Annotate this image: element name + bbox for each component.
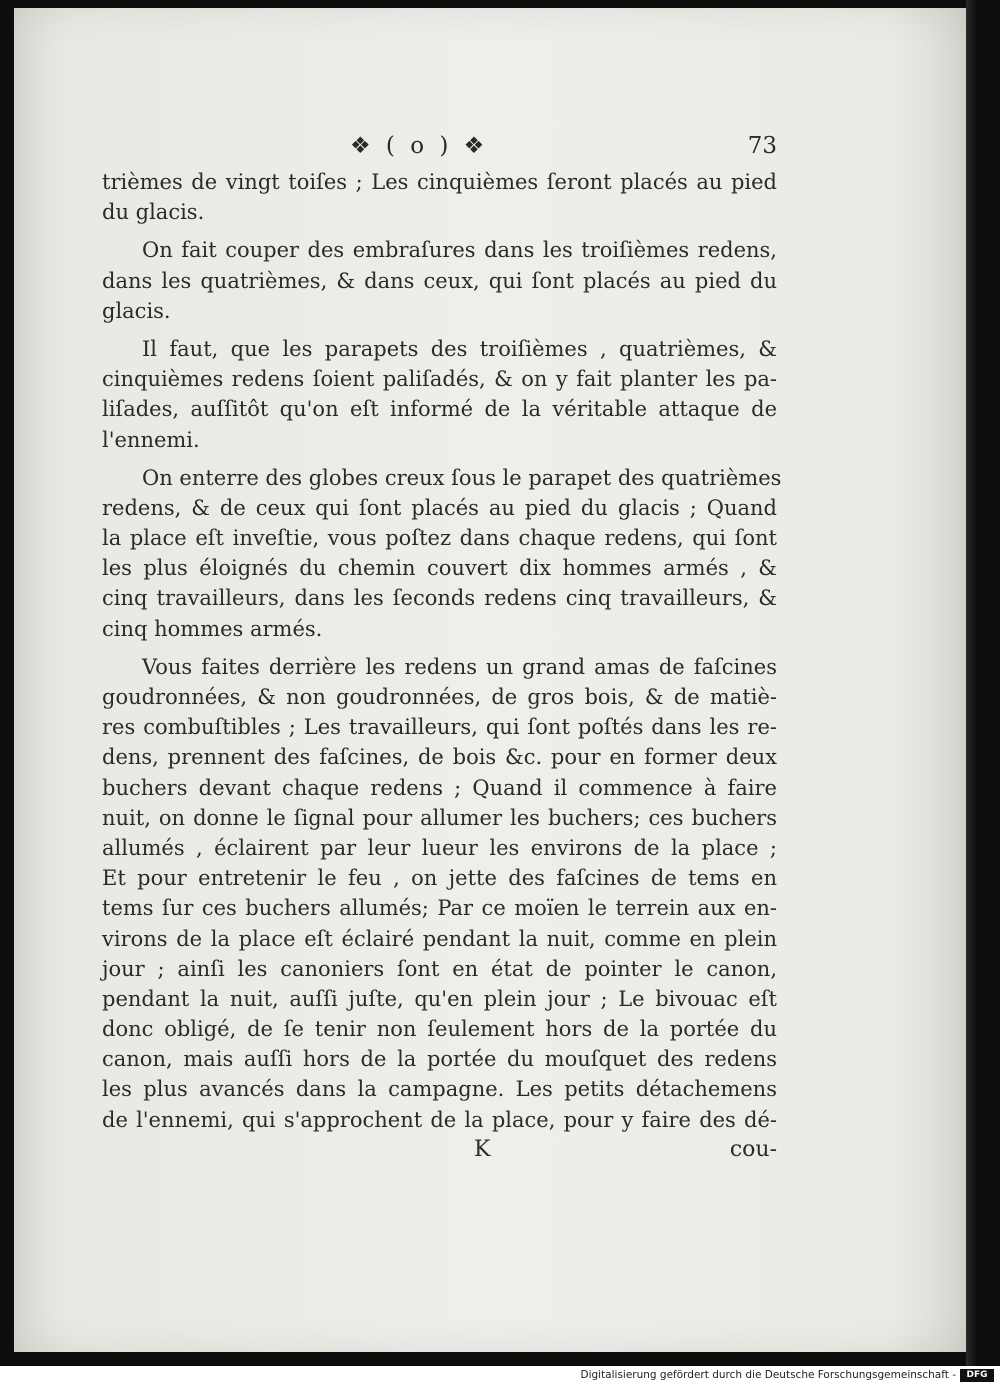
text-line: la place eſt inveſtie, vous poſtez dans chaque redens, qui ſont bbox=[102, 526, 777, 551]
text-line: cinq travailleurs, dans les ſeconds redens cinq travailleurs, & bbox=[102, 586, 777, 611]
text-line: redens, & de ceux qui ſont placés au pied du glacis ; Quand bbox=[102, 495, 777, 520]
text-line: pendant la nuit, auſſi juſte, qu'en plein jour ; Le bivouac eſt bbox=[102, 986, 777, 1011]
paragraph-gap bbox=[102, 326, 777, 334]
text-line: Et pour entretenir le feu , on jette des faſcines de tems en bbox=[102, 866, 777, 891]
text-line: les plus éloignés du chemin couvert dix hommes armés , & bbox=[102, 556, 777, 581]
page-number: 73 bbox=[747, 133, 777, 159]
text-line: virons de la place eſt éclairé pendant la nuit, comme en plein bbox=[102, 926, 777, 951]
paragraph-gap bbox=[102, 455, 777, 463]
paragraph bbox=[102, 652, 777, 1135]
digitization-credit-bar bbox=[0, 1366, 1000, 1386]
text-line: les plus avancés dans la campagne. Les petits détachemens bbox=[102, 1077, 777, 1102]
text-line: du glacis. bbox=[102, 200, 205, 225]
text-line: Il faut, que les parapets des troiſièmes , quatrièmes, & bbox=[142, 336, 777, 361]
catchword: cou- bbox=[729, 1136, 777, 1162]
text-line: allumés , éclairent par leur lueur les environs de la place ; bbox=[102, 835, 777, 860]
text-line: canon, mais auſſi hors de la portée du mouſquet des redens bbox=[102, 1047, 777, 1072]
text-line: glacis. bbox=[102, 298, 171, 323]
page-edge bbox=[966, 0, 976, 1366]
text-line: Vous faites derrière les redens un grand amas de faſcines bbox=[142, 654, 777, 679]
text-line: res combuſtibles ; Les travailleurs, qui ſont poſtés dans les re- bbox=[102, 715, 777, 740]
text-line: donc obligé, de ſe tenir non ſeulement hors de la portée du bbox=[102, 1017, 777, 1042]
dfg-logo: DFG bbox=[960, 1369, 994, 1382]
paragraph bbox=[102, 167, 777, 227]
text-line: On enterre des globes creux ſous le parapet des quatrièmes bbox=[142, 465, 782, 490]
text-line: dens, prennent des faſcines, de bois &c. pour en former deux bbox=[102, 745, 777, 770]
credit-text: Digitalisierung gefördert durch die Deutsche Forschungsgemeinschaft - bbox=[580, 1369, 956, 1381]
text-line: de l'ennemi, qui s'approchent de la place, pour y faire des dé- bbox=[102, 1107, 777, 1132]
text-line: buchers devant chaque redens ; Quand il commence à faire bbox=[102, 775, 777, 800]
text-line: tems ſur ces buchers allumés; Par ce moïen le terrein aux en- bbox=[102, 896, 777, 921]
paragraph bbox=[102, 463, 782, 644]
text-line: On fait couper des embraſures dans les troiſièmes redens, bbox=[142, 238, 777, 263]
paragraph-gap bbox=[102, 644, 777, 652]
text-line: cinq hommes armés. bbox=[102, 616, 323, 641]
body-text bbox=[102, 167, 782, 1135]
text-line: trièmes de vingt toiſes ; Les cinquièmes ſeront placés au pied bbox=[102, 170, 777, 194]
signature-mark: K bbox=[474, 1136, 491, 1162]
book-page bbox=[14, 8, 966, 1352]
page-footer bbox=[102, 1137, 777, 1167]
text-line: dans les quatrièmes, & dans ceux, qui ſont placés au pied du bbox=[102, 268, 777, 293]
paragraph-gap bbox=[102, 227, 777, 235]
paragraph bbox=[102, 334, 777, 455]
text-line: jour ; ainſi les canoniers ſont en état de pointer le canon, bbox=[102, 956, 777, 981]
header-ornament: ❖ ( o ) ❖ bbox=[350, 133, 489, 159]
text-line: cinquièmes redens ſoient paliſadés, & on y fait planter les pa- bbox=[102, 367, 777, 392]
running-header bbox=[102, 133, 777, 167]
text-line: goudronnées, & non goudronnées, de gros bois, & de matiè- bbox=[102, 685, 777, 709]
text-block bbox=[102, 133, 782, 1167]
text-line: nuit, on donne le ſignal pour allumer les buchers; ces buchers bbox=[102, 805, 777, 830]
text-line: liſades, auſſitôt qu'on eſt informé de la véritable attaque de bbox=[102, 397, 777, 422]
text-line: l'ennemi. bbox=[102, 427, 200, 452]
paragraph bbox=[102, 235, 777, 326]
